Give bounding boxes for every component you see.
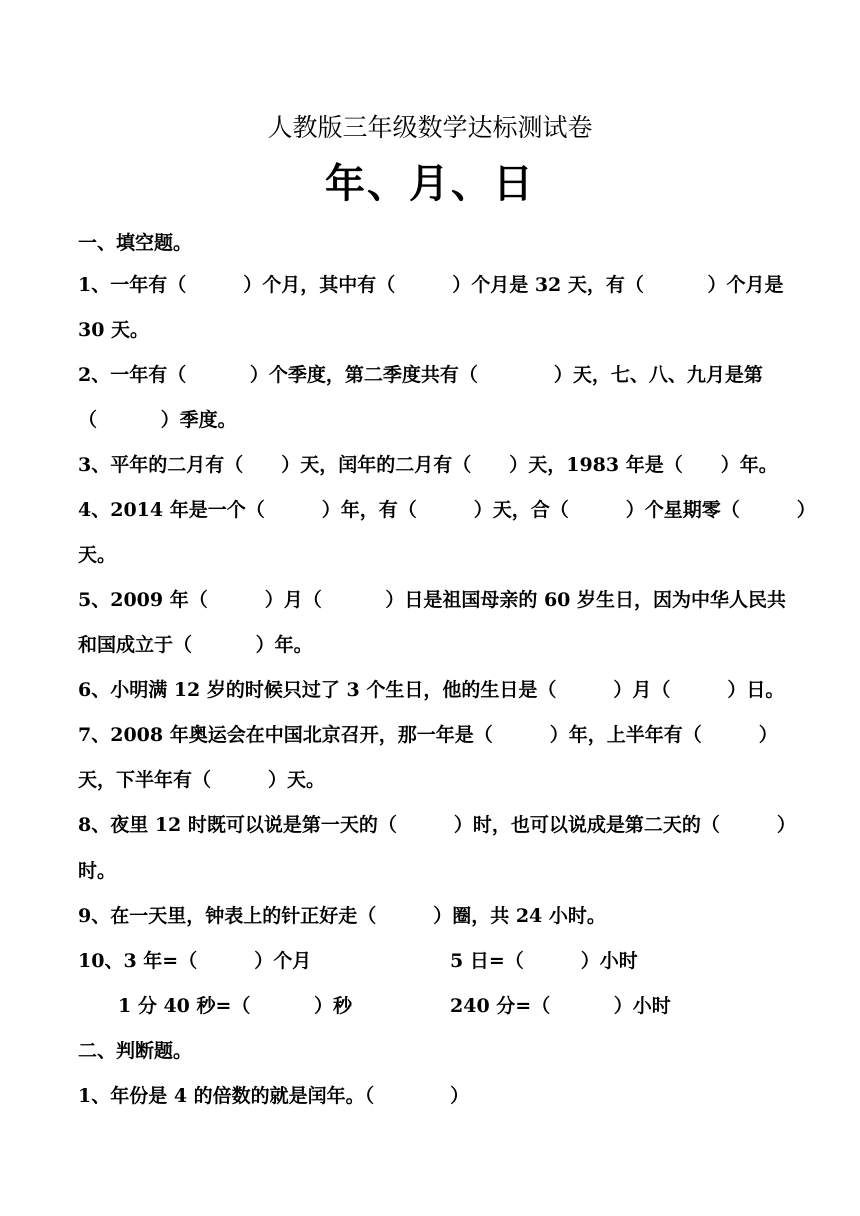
section-heading-fill-blank: 一、填空题。 bbox=[78, 232, 193, 254]
judge-question-1: 1、年份是 4 的倍数的就是闰年。（ ） bbox=[78, 1085, 470, 1107]
question-7-line-2: 天，下半年有（ ）天。 bbox=[78, 769, 326, 791]
question-8-line-1: 8、夜里 12 时既可以说是第一天的（ ）时，也可以说成是第二天的（ ） bbox=[78, 814, 796, 836]
question-8-line-2: 时。 bbox=[78, 860, 117, 882]
section-heading-true-false: 二、判断题。 bbox=[78, 1040, 193, 1062]
document-title: 年、月、日 bbox=[325, 160, 535, 207]
question-10-part-c: 1 分 40 秒=（ ）秒 bbox=[118, 995, 353, 1017]
question-2-line-1: 2、一年有（ ）个季度，第二季度共有（ ）天，七、八、九月是第 bbox=[78, 364, 763, 386]
question-4-line-1: 4、2014 年是一个（ ）年，有（ ）天，合（ ）个星期零（ ） bbox=[78, 499, 816, 521]
question-3-line-1: 3、平年的二月有（ ）天，闰年的二月有（ ）天，1983 年是（ ）年。 bbox=[78, 454, 778, 476]
question-10-part-d: 240 分=（ ）小时 bbox=[450, 995, 671, 1017]
question-10-part-b: 5 日=（ ）小时 bbox=[450, 950, 638, 972]
question-1-line-1: 1、一年有（ ）个月，其中有（ ）个月是 32 天，有（ ）个月是 bbox=[78, 274, 784, 296]
question-1-line-2: 30 天。 bbox=[78, 319, 150, 341]
document-subtitle: 人教版三年级数学达标测试卷 bbox=[267, 113, 593, 142]
question-7-line-1: 7、2008 年奥运会在中国北京召开，那一年是（ ）年，上半年有（ ） bbox=[78, 724, 778, 746]
question-6-line-1: 6、小明满 12 岁的时候只过了 3 个生日，他的生日是（ ）月（ ）日。 bbox=[78, 679, 785, 701]
question-5-line-1: 5、2009 年（ ）月（ ）日是祖国母亲的 60 岁生日，因为中华人民共 bbox=[78, 589, 787, 611]
question-5-line-2: 和国成立于（ ）年。 bbox=[78, 634, 313, 656]
question-2-line-2: （ ）季度。 bbox=[78, 409, 237, 431]
question-4-line-2: 天。 bbox=[78, 544, 117, 566]
question-9-line-1: 9、在一天里，钟表上的针正好走（ ）圈，共 24 小时。 bbox=[78, 905, 606, 927]
question-10-part-a: 10、3 年=（ ）个月 bbox=[78, 950, 312, 972]
